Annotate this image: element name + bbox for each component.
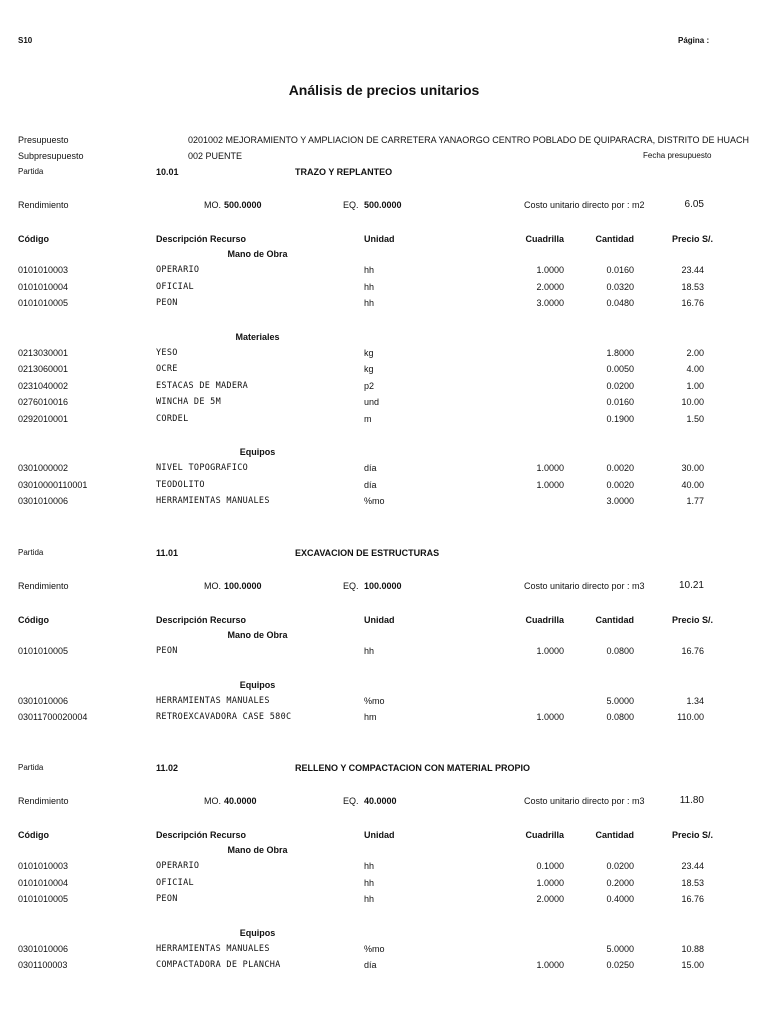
row-unidad: hh <box>364 281 375 292</box>
col-precio: Precio S/. <box>672 830 714 840</box>
row-descripcion: OFICIAL <box>156 281 194 292</box>
row-unidad: día <box>364 960 377 970</box>
row-unidad: hh <box>364 894 375 904</box>
row-unidad: hh <box>364 877 375 888</box>
rendimiento-label: Rendimiento <box>18 581 69 591</box>
partida-code: 10.01 <box>156 167 179 177</box>
partida-code: 11.02 <box>156 763 179 773</box>
col-unidad: Unidad <box>364 830 395 840</box>
row-precio: 1.77 <box>686 496 704 506</box>
partida-label: Partida <box>18 167 44 176</box>
row-codigo: 0292010001 <box>18 413 69 424</box>
row-unidad: hh <box>364 265 375 275</box>
col-codigo: Código <box>18 234 49 244</box>
col-descripcion: Descripción Recurso <box>156 615 247 625</box>
eq-value: 40.0000 <box>364 796 397 806</box>
row-codigo: 0101010003 <box>18 861 69 871</box>
row-descripcion: PEON <box>156 646 178 656</box>
costo-unitario-label: Costo unitario directo por : m3 <box>524 581 645 591</box>
col-precio: Precio S/. <box>672 615 714 625</box>
row-cantidad: 0.0200 <box>606 380 634 391</box>
row-precio: 16.76 <box>681 646 704 656</box>
mo-value: 40.0000 <box>224 796 257 806</box>
row-descripcion: CORDEL <box>156 413 189 424</box>
row-codigo: 0101010005 <box>18 298 69 308</box>
row-cantidad: 0.0160 <box>606 397 634 407</box>
row-precio: 40.00 <box>681 479 704 490</box>
row-cantidad: 0.1900 <box>606 413 634 424</box>
row-cantidad: 0.2000 <box>606 877 634 888</box>
row-descripcion: HERRAMIENTAS MANUALES <box>156 496 270 506</box>
partida-name: EXCAVACION DE ESTRUCTURAS <box>295 548 440 558</box>
row-cuadrilla: 2.0000 <box>536 894 564 904</box>
row-unidad: %mo <box>364 695 385 706</box>
row-unidad: kg <box>364 347 374 358</box>
row-unidad: kg <box>364 364 374 374</box>
col-descripcion: Descripción Recurso <box>156 830 247 840</box>
group-title: Equipos <box>239 447 276 457</box>
row-cantidad: 0.0160 <box>606 265 634 275</box>
costo-unitario-label: Costo unitario directo por : m2 <box>524 200 645 210</box>
row-codigo: 0101010005 <box>18 646 69 656</box>
row-cantidad: 0.4000 <box>606 894 634 904</box>
row-codigo: 0301100003 <box>18 960 68 970</box>
row-precio: 16.76 <box>681 894 704 904</box>
presupuesto-value: 0201002 MEJORAMIENTO Y AMPLIACION DE CARRETERA YANAORGO CENTRO POBLADO DE QUIPARACRA, DISTRITO DE HUACH <box>188 135 749 145</box>
row-precio: 23.44 <box>681 861 704 871</box>
row-cantidad: 0.0020 <box>606 463 634 473</box>
row-codigo: 0101010005 <box>18 894 69 904</box>
col-cantidad: Cantidad <box>595 830 634 840</box>
row-cantidad: 3.0000 <box>606 496 634 506</box>
costo-unitario-label: Costo unitario directo por : m3 <box>524 796 645 806</box>
row-codigo: 0101010004 <box>18 281 69 292</box>
row-precio: 1.34 <box>686 695 704 706</box>
mo-label: MO. <box>204 200 221 210</box>
row-descripcion: OPERARIO <box>156 861 200 871</box>
eq-label: EQ. <box>343 581 359 591</box>
row-codigo: 0276010016 <box>18 397 69 407</box>
row-descripcion: YESO <box>156 347 178 358</box>
row-codigo: 0301000002 <box>18 463 69 473</box>
row-descripcion: ESTACAS DE MADERA <box>156 380 249 391</box>
row-cantidad: 0.0800 <box>606 712 634 722</box>
row-precio: 30.00 <box>681 463 704 473</box>
subpresupuesto-value: 002 PUENTE <box>188 151 243 161</box>
row-cantidad: 0.0050 <box>606 364 634 374</box>
row-cuadrilla: 1.0000 <box>536 712 564 722</box>
group-title: Materiales <box>235 331 280 342</box>
row-codigo: 0301010006 <box>18 496 69 506</box>
partida-label: Partida <box>18 548 44 557</box>
mo-value: 100.0000 <box>224 581 262 591</box>
col-cuadrilla: Cuadrilla <box>525 234 564 244</box>
row-unidad: hh <box>364 298 375 308</box>
row-descripcion: TEODOLITO <box>156 479 205 490</box>
row-precio: 110.00 <box>677 712 704 722</box>
row-cuadrilla: 2.0000 <box>536 281 564 292</box>
eq-value: 500.0000 <box>364 200 402 210</box>
group-title: Mano de Obra <box>227 630 288 640</box>
eq-value: 100.0000 <box>364 581 402 591</box>
col-cantidad: Cantidad <box>595 234 634 244</box>
row-codigo: 03010000110001 <box>18 479 88 490</box>
mo-label: MO. <box>204 581 221 591</box>
row-precio: 23.44 <box>681 265 704 275</box>
row-unidad: p2 <box>364 380 375 391</box>
row-cuadrilla: 1.0000 <box>536 646 564 656</box>
rendimiento-label: Rendimiento <box>18 796 69 806</box>
row-descripcion: PEON <box>156 894 178 904</box>
row-unidad: %mo <box>364 943 385 954</box>
row-codigo: 0301010006 <box>18 695 69 706</box>
row-precio: 18.53 <box>681 877 704 888</box>
row-descripcion: COMPACTADORA DE PLANCHA <box>156 960 281 970</box>
row-codigo: 0101010004 <box>18 877 69 888</box>
rendimiento-label: Rendimiento <box>18 200 69 210</box>
row-cantidad: 1.8000 <box>606 347 634 358</box>
col-unidad: Unidad <box>364 615 395 625</box>
row-codigo: 0301010006 <box>18 943 69 954</box>
group-title: Equipos <box>239 679 276 690</box>
row-precio: 10.00 <box>681 397 704 407</box>
row-cuadrilla: 0.1000 <box>536 861 564 871</box>
partida-name: TRAZO Y REPLANTEO <box>295 167 393 177</box>
eq-label: EQ. <box>343 796 359 806</box>
subpresupuesto-label: Subpresupuesto <box>18 151 84 161</box>
row-cuadrilla: 1.0000 <box>536 960 564 970</box>
row-codigo: 0213060001 <box>18 364 69 374</box>
row-cuadrilla: 1.0000 <box>536 265 564 275</box>
row-descripcion: OFICIAL <box>156 877 194 888</box>
group-title: Mano de Obra <box>227 845 288 855</box>
costo-unitario-value: 11.80 <box>679 795 704 806</box>
row-descripcion: WINCHA DE 5M <box>156 397 222 407</box>
group-title: Mano de Obra <box>227 249 288 259</box>
row-unidad: m <box>364 413 372 424</box>
row-unidad: día <box>364 479 377 490</box>
col-cuadrilla: Cuadrilla <box>525 830 564 840</box>
partida-label: Partida <box>18 763 44 772</box>
row-cantidad: 5.0000 <box>606 695 634 706</box>
row-cuadrilla: 1.0000 <box>536 479 564 490</box>
page-label: Página : <box>678 36 710 45</box>
group-title: Equipos <box>239 927 276 938</box>
row-precio: 1.00 <box>686 380 704 391</box>
row-cantidad: 5.0000 <box>606 943 634 954</box>
row-descripcion: NIVEL TOPOGRAFICO <box>156 463 249 473</box>
row-cantidad: 0.0320 <box>606 281 634 292</box>
col-cuadrilla: Cuadrilla <box>525 615 564 625</box>
row-cantidad: 0.0250 <box>606 960 634 970</box>
partida-name: RELLENO Y COMPACTACION CON MATERIAL PROPIO <box>295 763 531 773</box>
report-code: S10 <box>18 36 33 45</box>
presupuesto-label: Presupuesto <box>18 135 69 145</box>
row-precio: 18.53 <box>681 281 704 292</box>
row-unidad: und <box>364 397 380 407</box>
partida-code: 11.01 <box>156 548 179 558</box>
col-descripcion: Descripción Recurso <box>156 234 247 244</box>
costo-unitario-value: 6.05 <box>684 199 704 210</box>
row-unidad: hm <box>364 712 377 722</box>
row-precio: 15.00 <box>681 960 704 970</box>
col-cantidad: Cantidad <box>595 615 634 625</box>
row-cantidad: 0.0800 <box>606 646 634 656</box>
page-title: Análisis de precios unitarios <box>288 82 480 98</box>
row-cantidad: 0.0480 <box>606 298 634 308</box>
row-descripcion: OPERARIO <box>156 265 200 275</box>
row-cantidad: 0.0200 <box>606 861 634 871</box>
row-cuadrilla: 1.0000 <box>536 463 564 473</box>
row-cuadrilla: 3.0000 <box>536 298 564 308</box>
row-precio: 1.50 <box>686 413 704 424</box>
col-unidad: Unidad <box>364 234 395 244</box>
row-unidad: hh <box>364 646 375 656</box>
row-cantidad: 0.0020 <box>606 479 634 490</box>
row-codigo: 03011700020004 <box>18 712 88 722</box>
fecha-presupuesto-label: Fecha presupuesto <box>643 151 712 160</box>
row-unidad: día <box>364 463 377 473</box>
row-descripcion: OCRE <box>156 364 178 374</box>
col-codigo: Código <box>18 615 49 625</box>
eq-label: EQ. <box>343 200 359 210</box>
row-codigo: 0231040002 <box>18 380 69 391</box>
mo-label: MO. <box>204 796 221 806</box>
row-descripcion: HERRAMIENTAS MANUALES <box>156 943 270 954</box>
row-descripcion: PEON <box>156 298 178 308</box>
row-codigo: 0213030001 <box>18 347 69 358</box>
row-descripcion: RETROEXCAVADORA CASE 580C <box>156 712 292 722</box>
costo-unitario-value: 10.21 <box>678 580 704 591</box>
col-codigo: Código <box>18 830 49 840</box>
row-unidad: %mo <box>364 496 385 506</box>
row-codigo: 0101010003 <box>18 265 69 275</box>
row-unidad: hh <box>364 861 375 871</box>
row-precio: 4.00 <box>686 364 704 374</box>
mo-value: 500.0000 <box>224 200 262 210</box>
row-cuadrilla: 1.0000 <box>536 877 564 888</box>
row-precio: 2.00 <box>686 347 704 358</box>
row-descripcion: HERRAMIENTAS MANUALES <box>156 695 270 706</box>
row-precio: 10.88 <box>681 943 704 954</box>
col-precio: Precio S/. <box>672 234 714 244</box>
row-precio: 16.76 <box>681 298 704 308</box>
